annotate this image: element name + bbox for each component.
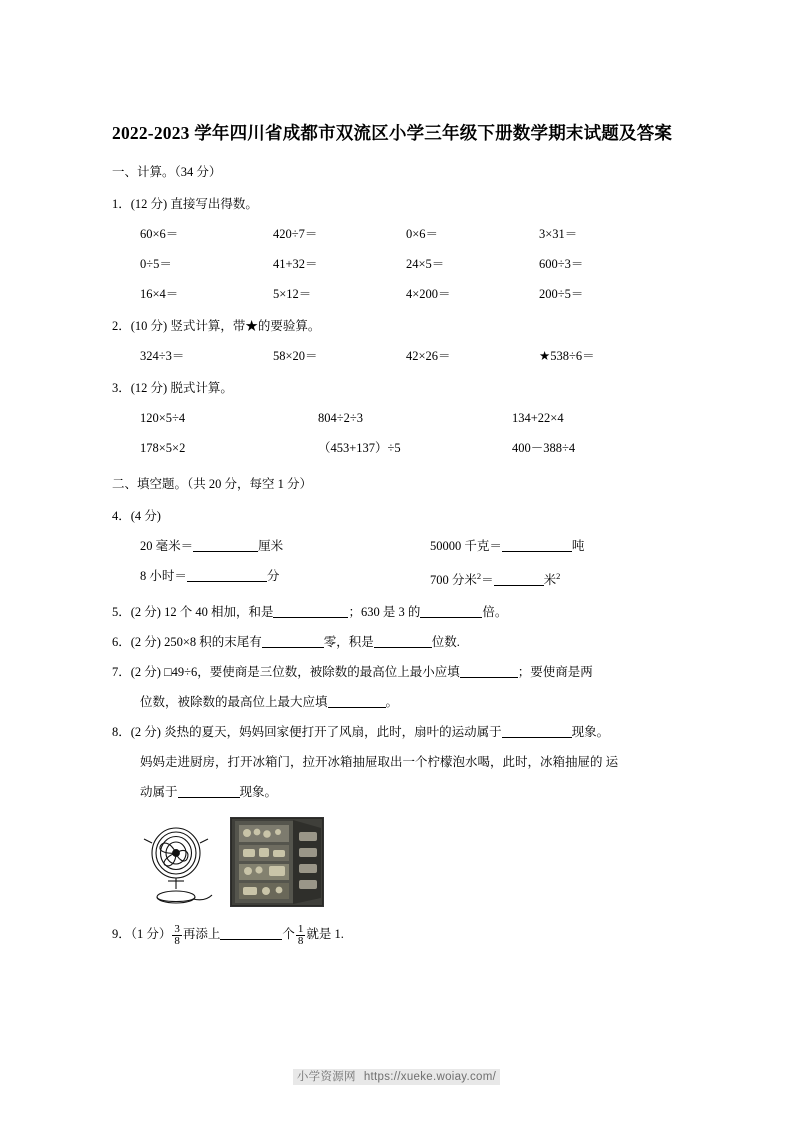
answer-blank[interactable]	[193, 538, 258, 552]
question-3-row-1	[112, 403, 682, 433]
q8-text-a: 8．(2 分) 炎热的夏天，妈妈回家便打开了风扇，此时，扇叶的运动属于	[112, 725, 502, 740]
q3-item: 804÷2÷3	[318, 411, 363, 425]
q3-item: 120×5÷4	[140, 411, 186, 425]
answer-blank[interactable]	[420, 604, 482, 618]
answer-blank[interactable]	[494, 572, 544, 586]
q4-label-4-superscript: 2	[476, 571, 482, 581]
q5-text-a: 5．(2 分) 12 个 40 相加，和是	[112, 605, 274, 620]
q7-text-b: ；要使商是两	[517, 665, 593, 680]
q7-text-c: 位数，被除数的最高位上最大应填	[140, 695, 328, 710]
q1-item: 4×200＝	[406, 287, 451, 301]
q1-item: 5×12＝	[273, 287, 312, 301]
section-heading-fill-in-blank: 二、填空题。（共 20 分，每空 1 分）	[112, 477, 313, 491]
q7-text-d: 。	[385, 695, 399, 710]
q3-item: 400－388÷4	[512, 441, 576, 455]
question-8-line-1	[112, 717, 682, 747]
question-4-heading: 4．(4 分)	[112, 509, 161, 523]
q8-text-c: 动属于	[140, 785, 178, 800]
question-7-line-1	[112, 657, 682, 687]
question-1-row-1	[112, 219, 682, 249]
q6-text-b: 零，积是	[323, 635, 374, 650]
q6-text-a: 6．(2 分) 250×8 积的末尾有	[112, 635, 262, 650]
answer-blank[interactable]	[460, 664, 518, 678]
q4-unit-2: 吨	[571, 539, 585, 553]
q4-label-2: 50000 千克＝	[430, 539, 502, 553]
q4-item-2	[430, 531, 682, 561]
q2-item: 58×20＝	[273, 349, 318, 363]
answer-blank[interactable]	[262, 634, 324, 648]
answer-blank[interactable]	[273, 604, 348, 618]
q3-item: 178×5×2	[140, 441, 186, 455]
fraction-numerator: 3	[174, 922, 180, 935]
question-7-line-2	[112, 687, 682, 717]
q1-item: 24×5＝	[406, 257, 445, 271]
fraction-numerator: 1	[297, 922, 304, 935]
q3-item: 134+22×4	[512, 411, 564, 425]
answer-blank[interactable]	[328, 694, 386, 708]
q7-text-a: 7．(2 分) □49÷6，要使商是三位数，被除数的最高位上最小应填	[112, 665, 460, 680]
q2-item: 42×26＝	[406, 349, 451, 363]
q4-unit-4-superscript: 2	[556, 571, 561, 581]
electric-fan-icon	[140, 819, 218, 907]
q9-text-d: 就是 1.	[306, 927, 344, 942]
q1-item: 420÷7＝	[273, 227, 318, 241]
question-5	[112, 597, 682, 627]
section-heading-calculation: 一、计算。（34 分）	[112, 165, 222, 179]
question-1-row-3	[112, 279, 682, 309]
watermark	[0, 1068, 793, 1084]
question-2-heading: 2．(10 分) 竖式计算，带★的要验算。	[112, 319, 321, 333]
q1-item: 200÷5＝	[539, 287, 584, 301]
question-8-line-2: 妈妈走进厨房，打开冰箱门，拉开冰箱抽屉取出一个柠檬泡水喝，此时，冰箱抽屉的 运	[140, 755, 619, 770]
q5-text-b: ；630 是 3 的	[348, 605, 421, 620]
q2-item: ★538÷6＝	[539, 349, 595, 363]
q4-unit-4: 米	[543, 573, 557, 588]
question-9	[112, 919, 682, 949]
watermark-url: https://xueke.woiay.com/	[360, 1069, 500, 1085]
q1-item: 600÷3＝	[539, 257, 584, 271]
question-4-row-2	[112, 561, 682, 595]
page-title: 2022-2023 学年四川省成都市双流区小学三年级下册数学期末试题及答案	[112, 123, 673, 143]
answer-blank[interactable]	[220, 926, 282, 940]
answer-blank[interactable]	[374, 634, 432, 648]
fraction-denominator: 8	[297, 935, 304, 948]
question-6	[112, 627, 682, 657]
question-2-row	[112, 341, 682, 371]
q4-equals-4: ＝	[481, 573, 494, 588]
question-8-images	[112, 817, 682, 907]
q9-text-c: 个	[282, 927, 295, 942]
q1-item: 16×4＝	[140, 287, 179, 301]
fraction-one-eighth	[296, 924, 306, 948]
q1-item: 41+32＝	[273, 257, 318, 271]
question-1-row-2	[112, 249, 682, 279]
q2-item: 324÷3＝	[140, 349, 185, 363]
q4-unit-3: 分	[266, 569, 280, 583]
q3-item: （453+137）÷5	[318, 441, 401, 455]
q4-item-4	[430, 561, 682, 595]
q4-item-3	[140, 561, 430, 595]
answer-blank[interactable]	[187, 568, 267, 582]
q6-text-c: 位数.	[431, 635, 460, 650]
q9-text-a: 9．（1 分）	[112, 927, 172, 942]
q4-label-4: 700 分米	[430, 573, 477, 588]
q1-item: 3×31＝	[539, 227, 578, 241]
q1-item: 0×6＝	[406, 227, 439, 241]
watermark-brand: 小学资源网	[293, 1069, 360, 1085]
q4-item-1	[140, 531, 430, 561]
open-refrigerator-photo	[230, 817, 324, 907]
fraction-three-eighths	[172, 924, 182, 948]
question-4-row-1	[112, 531, 682, 561]
q1-item: 0÷5＝	[140, 257, 172, 271]
answer-blank[interactable]	[502, 538, 572, 552]
q4-label-3: 8 小时＝	[140, 569, 187, 583]
answer-blank[interactable]	[178, 784, 240, 798]
q8-text-b: 现象。	[571, 725, 610, 740]
q4-unit-1: 厘米	[258, 539, 284, 553]
question-8-line-3	[112, 777, 682, 807]
question-3-row-2	[112, 433, 682, 463]
question-1-heading: 1．(12 分) 直接写出得数。	[112, 197, 258, 211]
q9-text-b: 再添上	[182, 927, 221, 942]
q8-text-d: 现象。	[239, 785, 278, 800]
q4-label-1: 20 毫米＝	[140, 539, 194, 553]
question-3-heading: 3．(12 分) 脱式计算。	[112, 381, 233, 395]
document-content	[112, 118, 682, 949]
fraction-denominator: 8	[174, 935, 180, 948]
q1-item: 60×6＝	[140, 227, 179, 241]
q5-text-c: 倍。	[482, 605, 508, 620]
answer-blank[interactable]	[502, 724, 572, 738]
